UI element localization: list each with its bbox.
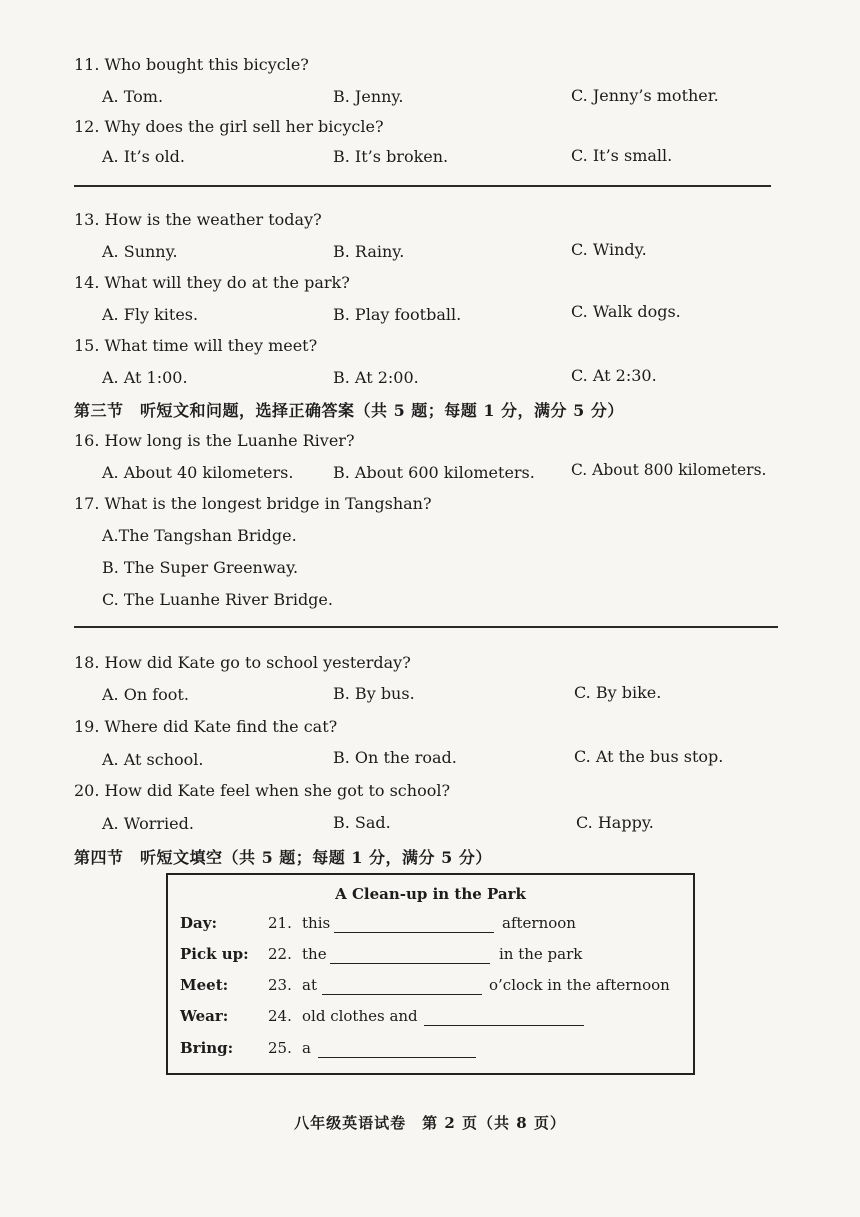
q19-option-a: A. At school. xyxy=(102,750,204,769)
fill-in-box xyxy=(166,873,695,1075)
q16-option-b: B. About 600 kilometers. xyxy=(333,463,535,482)
q18-option-a: A. On foot. xyxy=(102,685,189,704)
q17-option-b: B. The Super Greenway. xyxy=(102,558,299,577)
q14-option-c: C. Walk dogs. xyxy=(571,302,681,321)
question-15: 15. What time will they meet? xyxy=(74,336,318,355)
row-label: Meet: xyxy=(180,976,229,994)
q13-option-a: A. Sunny. xyxy=(102,242,178,261)
row-prefix: this xyxy=(302,914,331,932)
question-12: 12. Why does the girl sell her bicycle? xyxy=(74,117,384,136)
q15-option-c: C. At 2:30. xyxy=(571,366,657,385)
question-20: 20. How did Kate feel when she got to school? xyxy=(74,781,451,800)
question-13: 13. How is the weather today? xyxy=(74,210,322,229)
section-3-heading: 第三节 听短文和问题，选择正确答案（共 5 题；每题 1 分，满分 5 分） xyxy=(74,401,624,420)
answer-blank-23[interactable] xyxy=(322,976,482,995)
row-suffix: in the park xyxy=(499,945,583,963)
row-number: 25. xyxy=(268,1039,292,1057)
row-label: Pick up: xyxy=(180,945,249,963)
q16-option-a: A. About 40 kilometers. xyxy=(102,463,294,482)
row-prefix: a xyxy=(302,1039,311,1057)
q11-option-b: B. Jenny. xyxy=(333,87,404,106)
q12-option-b: B. It’s broken. xyxy=(333,147,449,166)
row-label: Wear: xyxy=(180,1007,229,1025)
q19-option-b: B. On the road. xyxy=(333,748,457,767)
q19-option-c: C. At the bus stop. xyxy=(574,747,724,766)
q11-option-a: A. Tom. xyxy=(102,87,164,106)
row-number: 22. xyxy=(268,945,292,963)
q20-option-a: A. Worried. xyxy=(102,814,194,833)
answer-blank-24[interactable] xyxy=(424,1007,584,1026)
q18-option-b: B. By bus. xyxy=(333,684,415,703)
row-pick-up xyxy=(168,945,693,969)
row-number: 23. xyxy=(268,976,292,994)
question-16: 16. How long is the Luanhe River? xyxy=(74,431,355,450)
q14-option-a: A. Fly kites. xyxy=(102,305,199,324)
row-prefix: old clothes and xyxy=(302,1007,418,1025)
row-day xyxy=(168,914,693,938)
answer-blank-21[interactable] xyxy=(334,914,494,933)
answer-blank-25[interactable] xyxy=(318,1039,476,1058)
row-prefix: the xyxy=(302,945,327,963)
question-19: 19. Where did Kate find the cat? xyxy=(74,717,338,736)
box-title: A Clean-up in the Park xyxy=(335,885,526,903)
row-number: 21. xyxy=(268,914,292,932)
q20-option-c: C. Happy. xyxy=(576,813,654,832)
divider-line xyxy=(74,185,771,187)
question-11: 11. Who bought this bicycle? xyxy=(74,55,309,74)
q17-option-c: C. The Luanhe River Bridge. xyxy=(102,590,333,609)
q12-option-a: A. It’s old. xyxy=(102,147,185,166)
row-prefix: at xyxy=(302,976,317,994)
row-suffix: afternoon xyxy=(502,914,576,932)
q13-option-b: B. Rainy. xyxy=(333,242,405,261)
q14-option-b: B. Play football. xyxy=(333,305,462,324)
question-18: 18. How did Kate go to school yesterday? xyxy=(74,653,411,672)
divider-line xyxy=(74,626,778,628)
q12-option-c: C. It’s small. xyxy=(571,146,673,165)
q17-option-a: A.The Tangshan Bridge. xyxy=(102,526,297,545)
section-4-heading: 第四节 听短文填空（共 5 题；每题 1 分，满分 5 分） xyxy=(74,848,492,867)
q16-option-c: C. About 800 kilometers. xyxy=(571,461,767,479)
row-label: Bring: xyxy=(180,1039,234,1057)
q15-option-a: A. At 1:00. xyxy=(102,368,188,387)
row-suffix: o’clock in the afternoon xyxy=(489,976,670,994)
q20-option-b: B. Sad. xyxy=(333,813,391,832)
row-label: Day: xyxy=(180,914,217,932)
row-number: 24. xyxy=(268,1007,292,1025)
page-footer: 八年级英语试卷 第 2 页（共 8 页） xyxy=(294,1114,566,1132)
answer-blank-22[interactable] xyxy=(330,945,490,964)
row-bring xyxy=(168,1039,693,1063)
q11-option-c: C. Jenny’s mother. xyxy=(571,86,719,105)
row-wear xyxy=(168,1007,693,1031)
q13-option-c: C. Windy. xyxy=(571,240,647,259)
question-14: 14. What will they do at the park? xyxy=(74,273,350,292)
q15-option-b: B. At 2:00. xyxy=(333,368,419,387)
q18-option-c: C. By bike. xyxy=(574,683,662,702)
question-17: 17. What is the longest bridge in Tangshan? xyxy=(74,494,432,513)
row-meet xyxy=(168,976,693,1000)
